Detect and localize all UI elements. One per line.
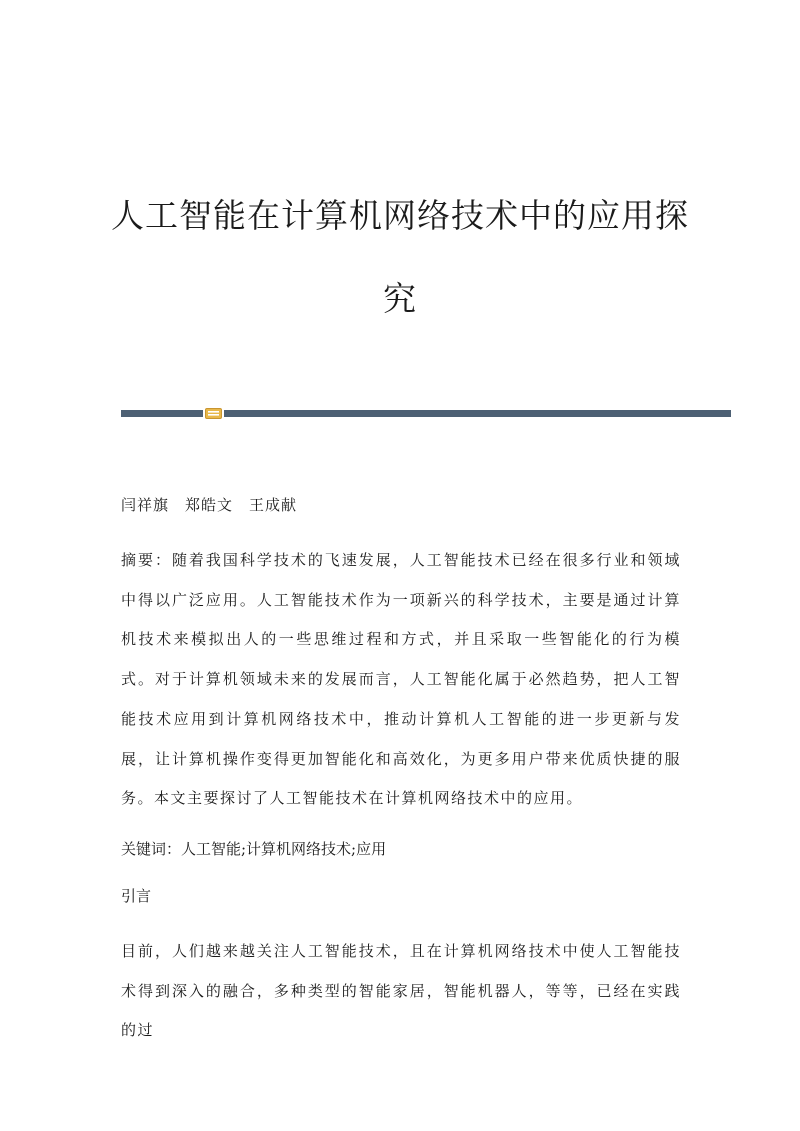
divider-bar-left [121, 410, 203, 417]
section-heading: 引言 [121, 887, 152, 905]
divider-bar-right [224, 410, 731, 417]
title-divider [121, 408, 731, 420]
divider-emblem-icon [205, 408, 222, 419]
abstract-paragraph: 摘要：随着我国科学技术的飞速发展，人工智能技术已经在很多行业和领域中得以广泛应用。人工智能技术作为一项新兴的科学技术，主要是通过计算机技术来模拟出人的一些思维过程和方式，并且采取一些智能化的行为模式。对于计算机领域未来的发展而言，人工智能化属于必然趋势，把人工智能技术应用到计算机网络技术中，推动计算机人工智能的进一步更新与发展，让计算机操作变得更加智能化和高效化，为更多用户带来优质快捷的服务。本文主要探讨了人工智能技术在计算机网络技术中的应用。 [121, 551, 681, 808]
keywords: 关键词：人工智能;计算机网络技术;应用 [121, 840, 387, 858]
intro-paragraph: 目前，人们越来越关注人工智能技术，且在计算机网络技术中使人工智能技术得到深入的融合，多种类型的智能家居，智能机器人，等等，已经在实践的过 [121, 942, 681, 1040]
document-title-line-1: 人工智能在计算机网络技术中的应用探 [111, 196, 689, 235]
authors: 闫祥旗 郑皓文 王成献 [121, 496, 298, 514]
document-title-line-2: 究 [383, 279, 417, 318]
